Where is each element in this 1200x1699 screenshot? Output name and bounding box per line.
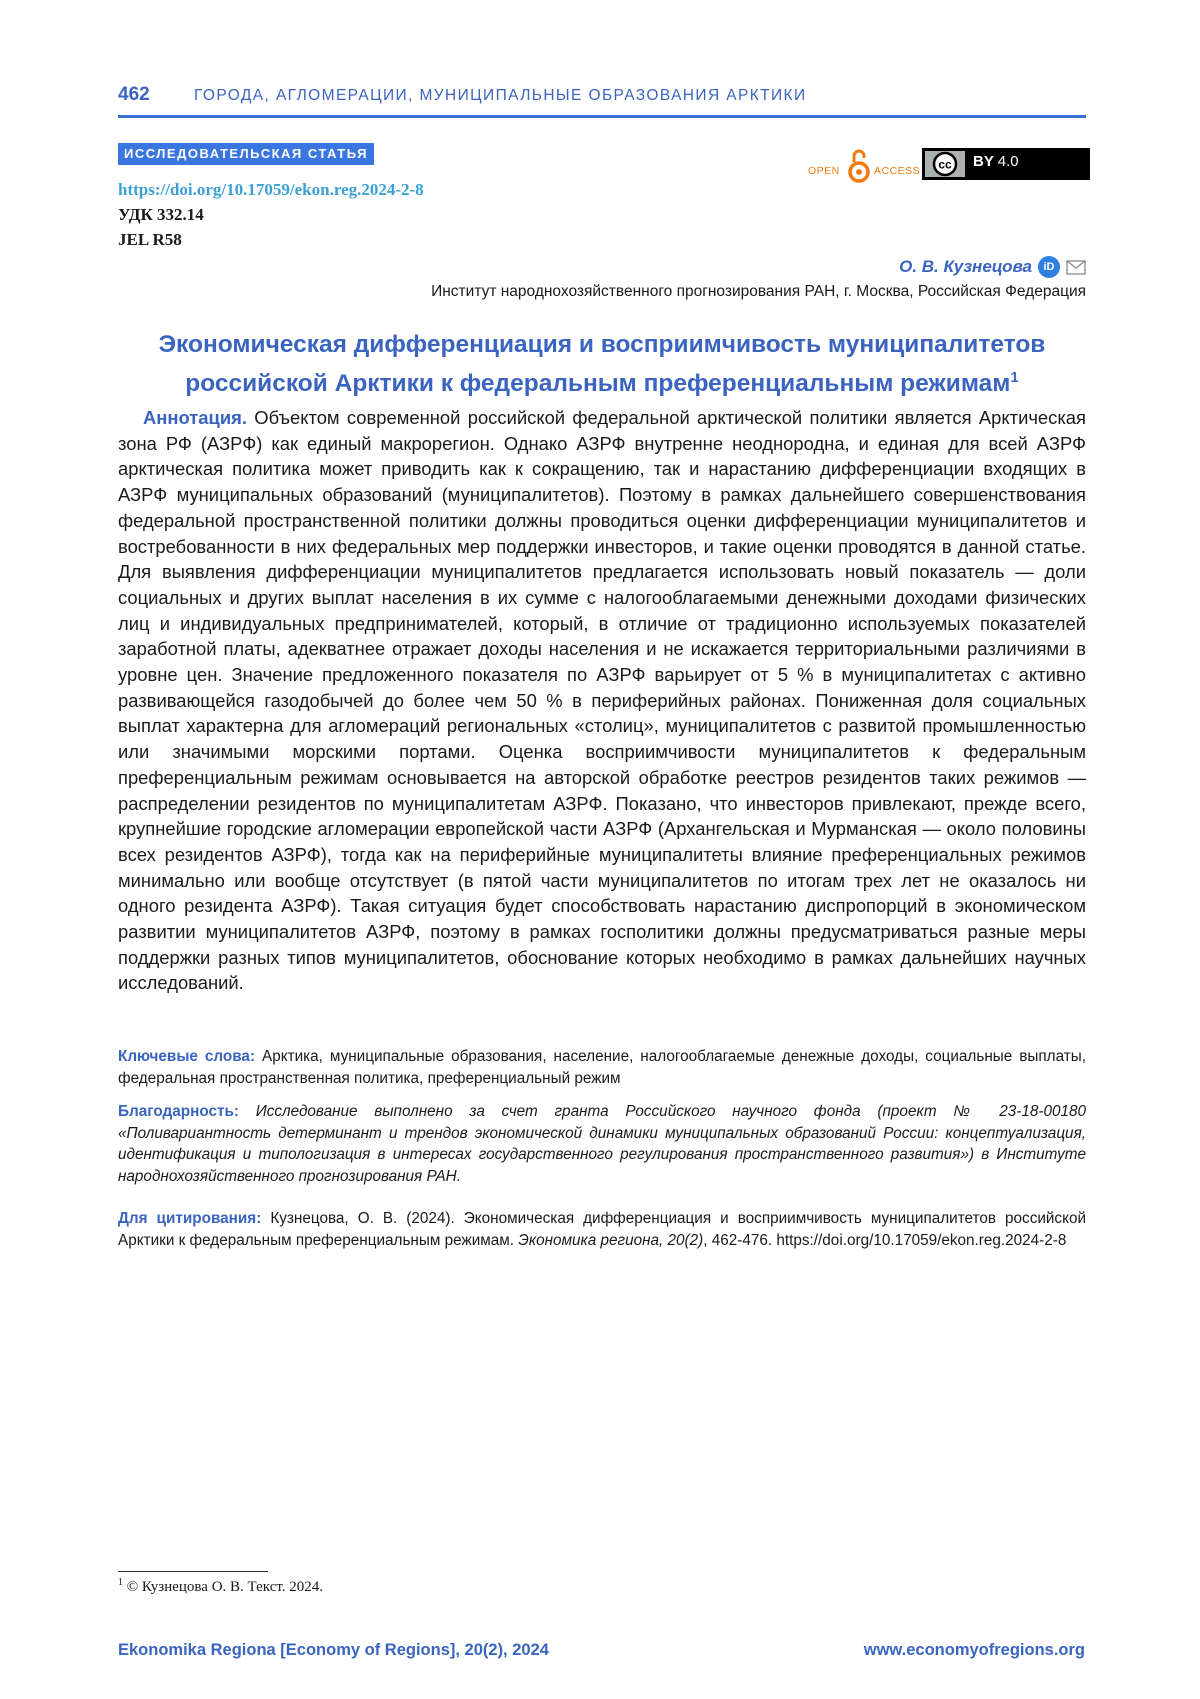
svg-text:cc: cc	[938, 157, 952, 172]
citation-block	[118, 1208, 1086, 1251]
article-type-badge: ИССЛЕДОВАТЕЛЬСКАЯ СТАТЬЯ	[118, 143, 374, 165]
email-icon[interactable]	[1066, 260, 1086, 275]
udk-code: УДК 332.14	[118, 205, 204, 224]
jel-code: JEL R58	[118, 230, 182, 249]
open-access-badge	[808, 146, 920, 186]
author-affiliation: Институт народнохозяйственного прогнозирования РАН, г. Москва, Российская Федерация	[431, 283, 1086, 300]
citation-journal: Экономика региона, 20(2)	[518, 1231, 704, 1249]
author-line	[899, 256, 1086, 278]
acknowledgment-block	[118, 1101, 1086, 1187]
footnote-divider	[118, 1571, 268, 1572]
abstract-label: Аннотация.	[143, 407, 247, 428]
cc-by-label: BY	[973, 153, 994, 170]
cc-icon	[925, 151, 965, 177]
footer-journal: Ekonomika Regiona [Economy of Regions], 20(2), 2024	[118, 1641, 549, 1659]
title-footnote-mark: 1	[1010, 369, 1019, 386]
open-access-open-label: OPEN	[808, 165, 840, 177]
title-line-2: российской Арктики к федеральным преференциальным режимам	[185, 370, 1011, 398]
running-title: ГОРОДА, АГЛОМЕРАЦИИ, МУНИЦИПАЛЬНЫЕ ОБРАЗОВАНИЯ АРКТИКИ	[194, 87, 807, 104]
article-title	[118, 328, 1086, 400]
keywords-block	[118, 1046, 1086, 1089]
title-line-1: Экономическая дифференциация и восприимчивость муниципалитетов	[158, 331, 1046, 358]
cc-by-license-badge[interactable]	[922, 148, 1090, 180]
header-divider	[118, 115, 1086, 118]
citation-text: Кузнецова, О. В. (2024). Экономическая дифференциация и восприимчивость муниципалитетов российской Арктики к федеральным преференциальным режимам.	[118, 1210, 1086, 1249]
footnote-text: © Кузнецова О. В. Текст. 2024.	[126, 1579, 324, 1595]
keywords-label: Ключевые слова:	[118, 1048, 256, 1065]
keywords-text: Арктика, муниципальные образования, население, налогооблагаемые денежные доходы, социальные выплаты, федеральная пространственная политика, преференциальный режим	[118, 1048, 1086, 1087]
page-number: 462	[118, 84, 150, 105]
abstract-text: Объектом современной российской федеральной арктической политики является Арктическая зона РФ (АЗРФ) как единый макрорегион. Однако АЗРФ внутренне неоднородна, и единая для всей АЗРФ арктическая политика может приводить как к сокращению, так и нарастанию дифференциации входящих в АЗРФ муниципальных образований (муниципалитетов). Поэтому в рамках дальнейшего совершенствования федеральной пространственной политики должны проводиться оценки дифференциации муниципалитетов и востребованности в них федеральных мер поддержки инвесторов, и такие оценки проводятся в данной статье. Для выявления дифференциации муниципалитетов предлагается использовать новый показатель — доли социальных и других выплат населения в их сумме с налогооблагаемыми денежными доходами физических лиц и индивидуальных предпринимателей, который, в отличие от традиционно используемых показателей заработной платы, адекватнее отражает доходы населения и не искажается территориальными различиями в уровне цен. Значение предложенного показателя по АЗРФ варьирует от 5 % в муниципалитетах с активно развивающейся газодобычей до более чем 50 % в периферийных районах. Пониженная доля социальных выплат характерна для агломераций региональных «столиц», муниципалитетов с развитой промышленностью или значимыми морскими портами. Оценка восприимчивости муниципалитетов к федеральным преференциальным режимам основывается на авторской обработке реестров резидентов таких режимов — распределении резидентов по муниципалитетам АЗРФ. Показано, что инвесторов привлекают, прежде всего, крупнейшие городские агломерации европейской части АЗРФ (Архангельская и Мурманская — около половины всех резидентов АЗРФ), тогда как на периферийные муниципалитеты влияние преференциальных режимов минимально или вообще отсутствует (в пятой части муниципалитетов по итогам трех лет не оказалось ни одного резидента АЗРФ). Такая ситуация будет способствовать нарастанию диспропорций в экономическом развитии муниципалитетов АЗРФ, поэтому в рамках госполитики должны предусматриваться разные меры поддержки разных типов муниципалитетов, обоснование которых необходимо в рамках дальнейших научных исследований.	[118, 407, 1086, 994]
footnote	[118, 1577, 323, 1596]
footer-website[interactable]: www.economyofregions.org	[863, 1641, 1085, 1659]
author-name: О. В. Кузнецова	[899, 257, 1032, 276]
doi-link[interactable]: https://doi.org/10.17059/ekon.reg.2024-2-8	[118, 180, 424, 199]
open-access-access-label: ACCESS	[874, 165, 921, 177]
abstract	[118, 405, 1086, 996]
cc-version: 4.0	[997, 153, 1019, 170]
citation-pages-doi: , 462-476. https://doi.org/10.17059/ekon.reg.2024-2-8	[703, 1231, 1067, 1249]
citation-label: Для цитирования:	[118, 1210, 262, 1227]
acknowledgment-text: Исследование выполнено за счет гранта Российского научного фонда (проект № 23-18-00180 «Поливариантность детерминант и трендов экономической динамики муниципальных образований России: концептуализация, идентификация и типологизация в интересах государственного регулирования пространственного развития») в Институте народнохозяйственного прогнозирования РАН.	[118, 1103, 1086, 1185]
orcid-icon[interactable]: iD	[1038, 256, 1060, 278]
running-header	[118, 84, 1086, 116]
footnote-mark: 1	[118, 1577, 123, 1588]
acknowledgment-label: Благодарность:	[118, 1103, 239, 1120]
open-access-lock-icon	[848, 148, 870, 184]
